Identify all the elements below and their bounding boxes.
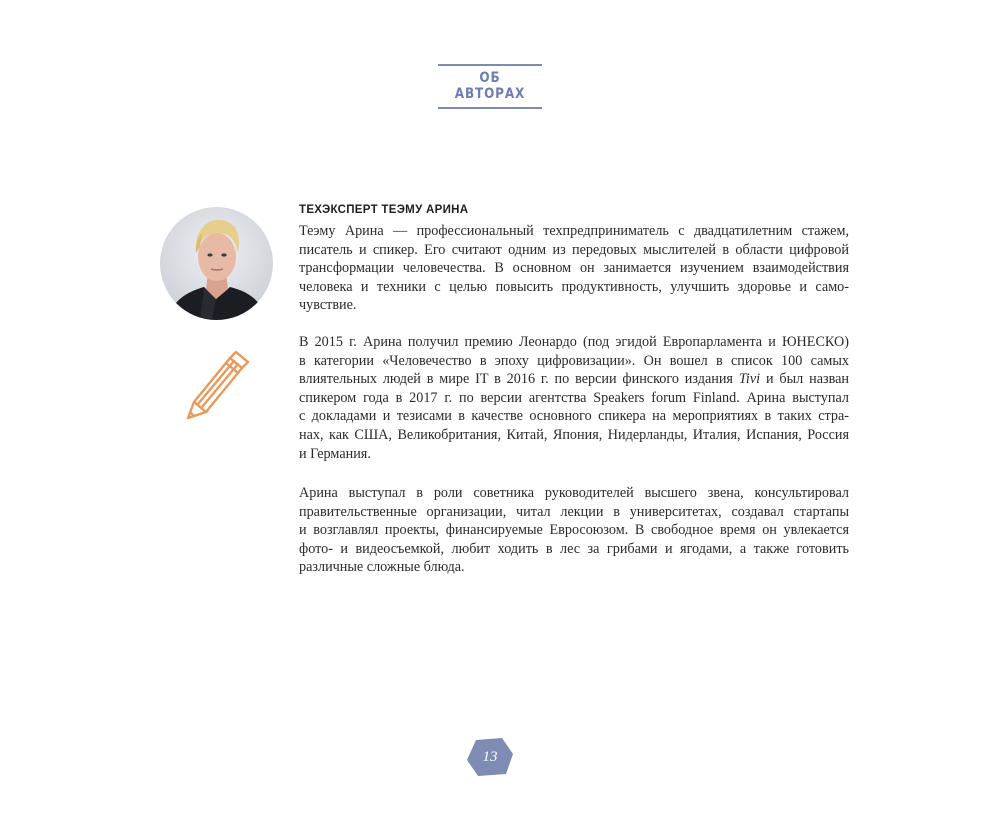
text-line: влиятельных людей в мире IT в 2016 г. по версии финского издания Tivi и был назван — [299, 371, 849, 388]
text-line: В 2015 г. Арина получил премию Леонардо (под эгидой Европарламента и ЮНЕСКО) — [299, 334, 849, 350]
bio-paragraph-1 — [299, 222, 849, 315]
magazine-name: Tivi — [738, 371, 761, 388]
text-line: с докладами и тезисами в качестве основного спикера на мероприятиях в таких стра- — [299, 408, 849, 425]
page-number-badge — [466, 738, 514, 776]
author-name: ТЕХЭКСПЕРТ ТЕЭМУ АРИНА — [299, 204, 469, 216]
title-bottom-rule — [438, 107, 542, 109]
text-line: и Германия. — [299, 445, 371, 462]
text-line: писатель и спикер. Его считают одним из передовых мыслителей в области цифровой — [299, 241, 849, 258]
text-line: трансформации человечества. В основном он занимается изучением взаимодействия — [299, 260, 849, 277]
text-line: человека и техники с целью повысить продуктивность, улучшить здоровье и само- — [299, 278, 849, 295]
bio-paragraph-2 — [299, 333, 849, 463]
bio-paragraph-3 — [299, 484, 849, 577]
text-line: спикером года в 2017 г. по версии агентства Speakers forum Finland. Арина выступал — [299, 389, 849, 406]
text-line: в категории «Человечество в эпоху цифровизации». Он вошел в список 100 самых — [299, 352, 849, 369]
text-line: нах, как США, Великобритания, Китай, Япония, Нидерланды, Италия, Испания, Россия — [299, 426, 849, 443]
text-line: Теэму Арина — профессиональный техпредприниматель с двадцатилетним стажем, — [299, 223, 849, 239]
text-line: чувствие. — [299, 297, 357, 314]
text-line: фото- и видеосъемкой, любит ходить в лес за грибами и ягодами, а также готовить — [299, 540, 849, 557]
pencil-icon — [180, 348, 250, 425]
text-line: различные сложные блюда. — [299, 559, 465, 576]
text-line: Арина выступал в роли советника руководителей высшего звена, консультировал — [299, 485, 849, 501]
page-number: 13 — [482, 749, 498, 765]
author-avatar — [160, 207, 273, 320]
text-line: и возглавлял проекты, финансируемые Евросоюзом. В свободное время он увлекается — [299, 522, 849, 539]
section-title-label: ОБ АВТОРАХ — [454, 70, 526, 102]
section-title — [438, 64, 542, 109]
text-line: правительственные организации, читал лекции в университетах, создавал стартапы — [299, 503, 849, 520]
